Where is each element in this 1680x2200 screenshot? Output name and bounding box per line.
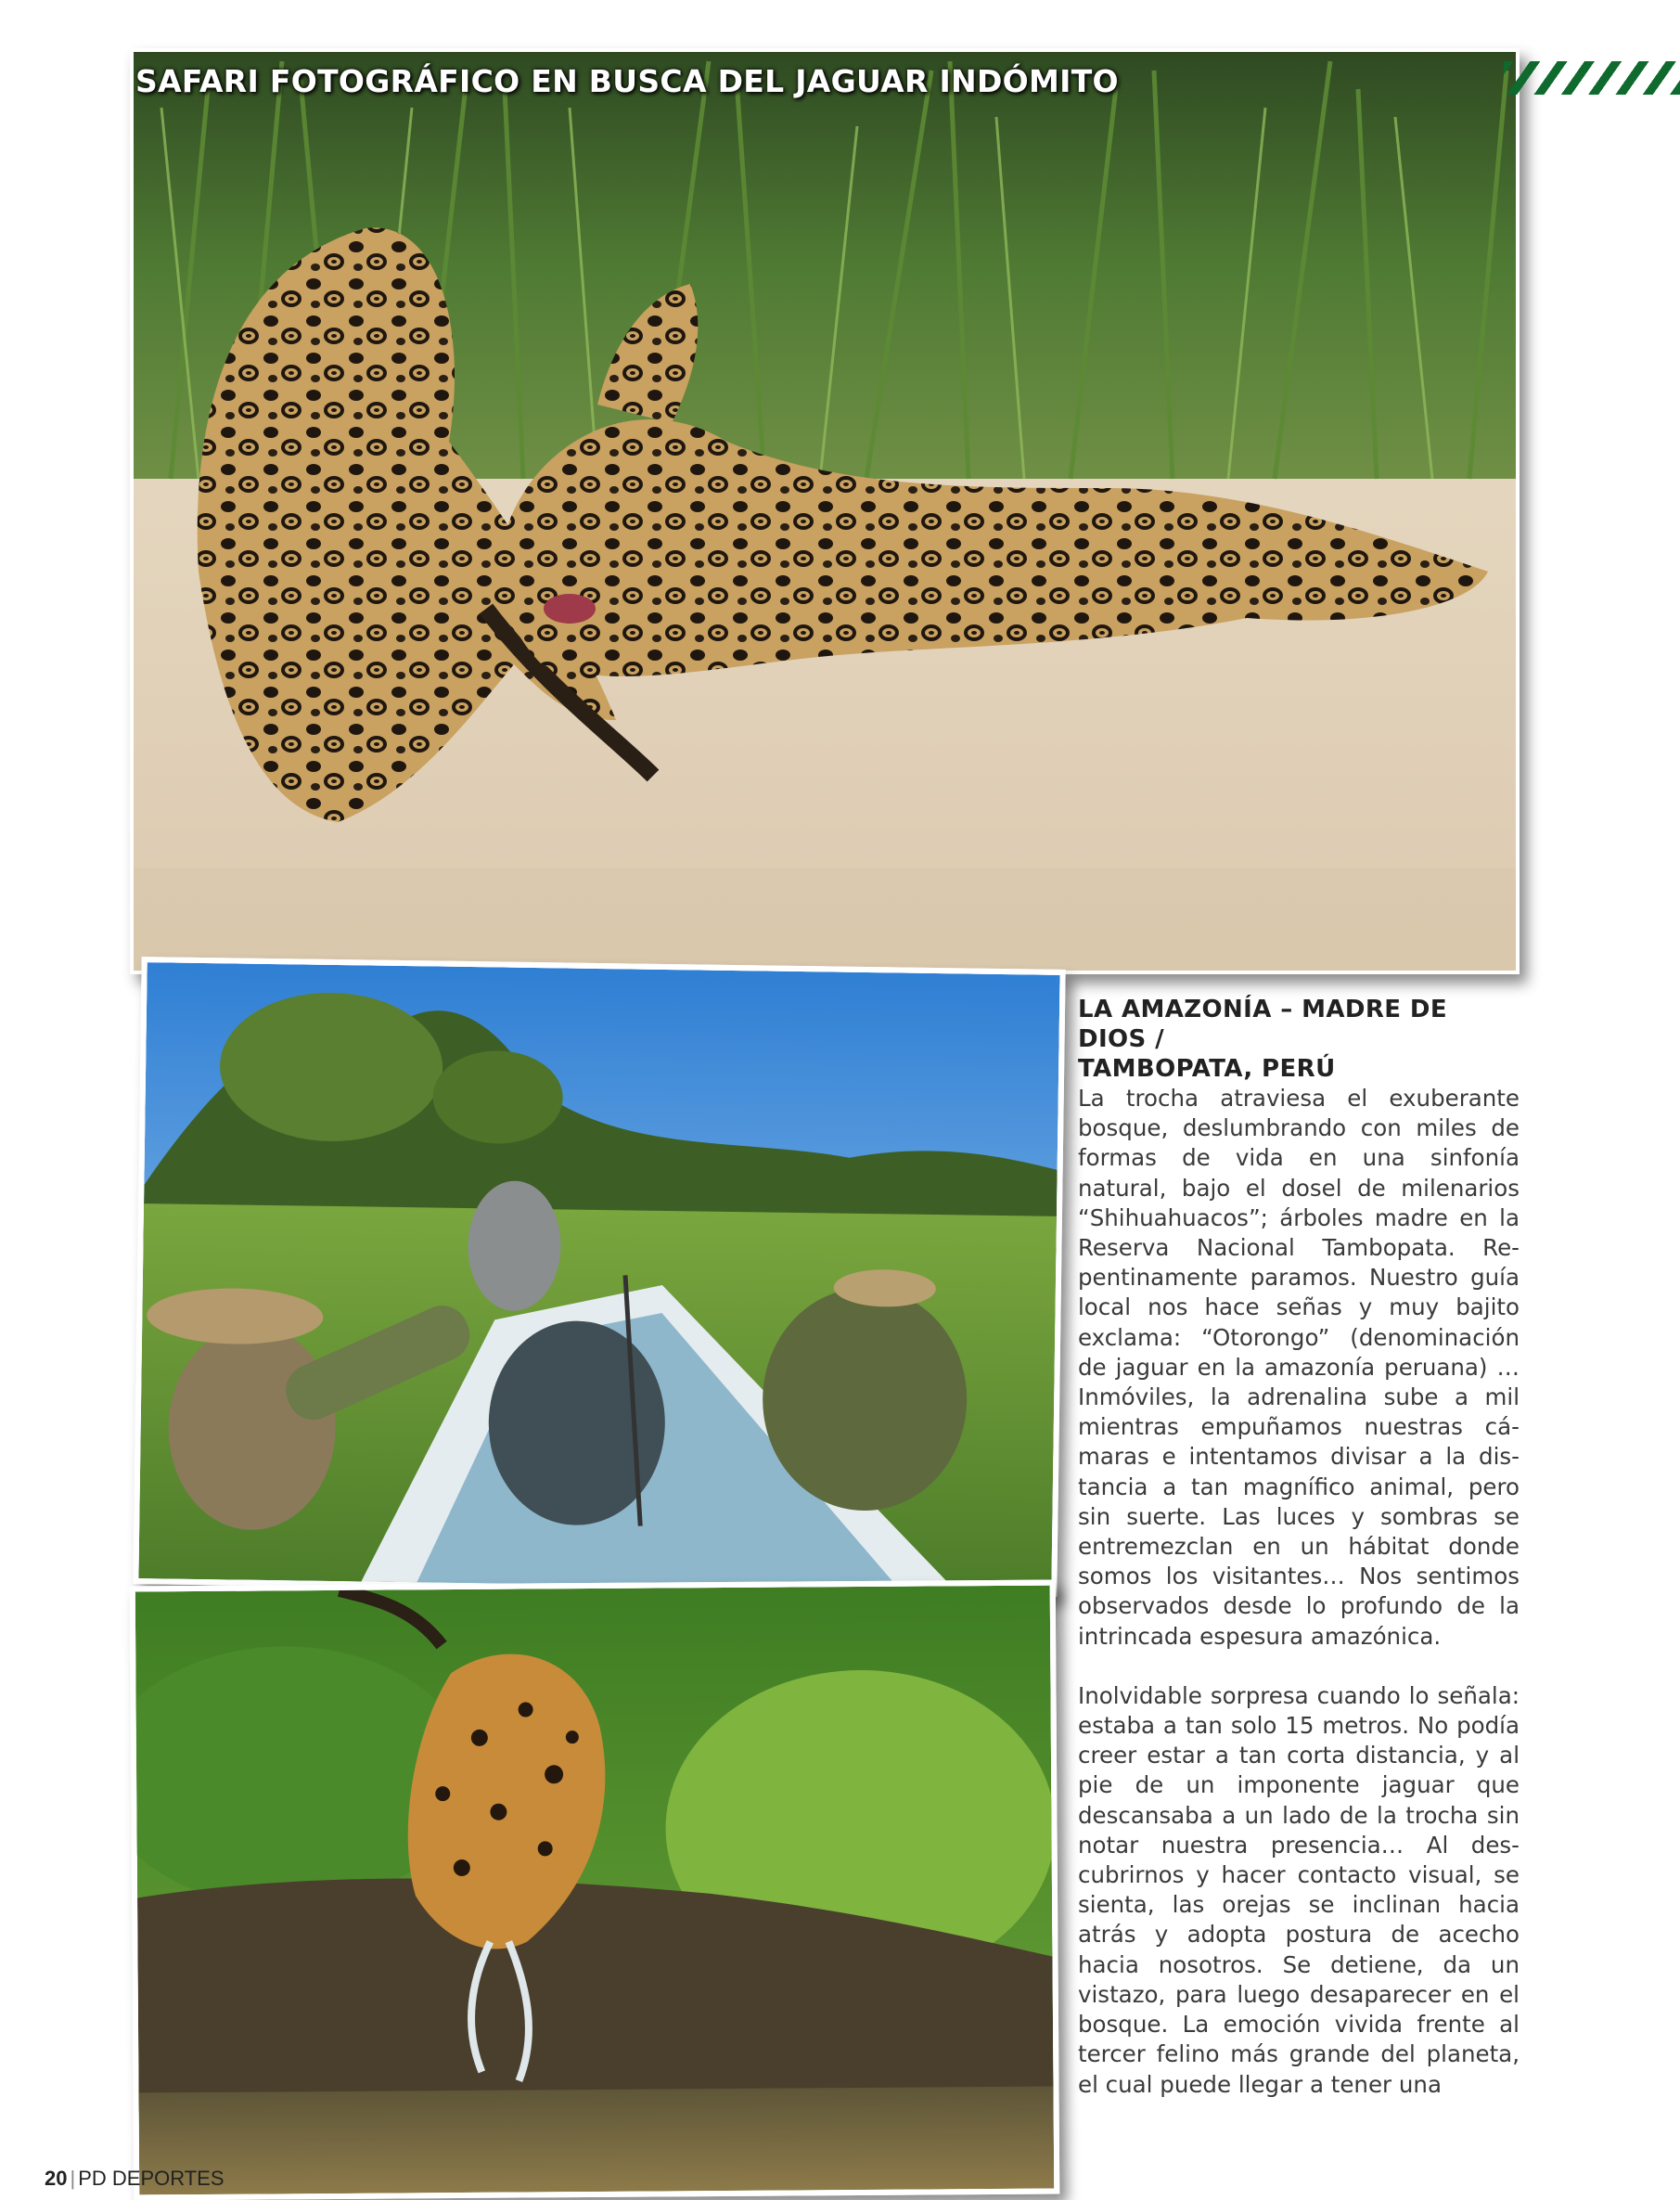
- page-folio: [45, 2167, 224, 2191]
- article-heading-line-2: TAMBOPATA, PERÚ: [1078, 1055, 1336, 1083]
- page-headline: SAFARI FOTOGRÁFICO EN BUSCA DEL JAGUAR INDÓMITO: [135, 63, 1119, 99]
- publication-name: PD DEPORTES: [78, 2167, 224, 2190]
- article-paragraph-1: La trocha atraviesa el exuberante bosque, deslumbrando con miles de formas de vida en una sinfonía natural, bajo el dosel de milenarios “Shihuahuacos”; árboles madre en la Reserva Nacional Tambopata. Repentinamente paramos. Nuestro guía local nos hace señas y muy bajito exclama: “Otorongo” (denominación de jaguar en la amazonía peruana) … Inmóviles, la adrenalina sube a mil mientras empuñamos nuestras cámaras e intentamos divisar a la distancia a tan magnífico animal, pero sin suerte. Las luces y sombras se entremezclan en un hábitat donde somos los visitantes… Nos sentimos observados desde lo profundo de la intrincada espesura amazónica.: [1078, 1085, 1520, 1650]
- article-heading-line-1: LA AMAZONÍA – MADRE DE DIOS /: [1078, 996, 1448, 1053]
- page-number: 20: [45, 2167, 68, 2190]
- article-column: [1078, 995, 1520, 2100]
- article-heading: [1078, 995, 1520, 1084]
- folio-separator: |: [70, 2167, 76, 2190]
- photo-photographers-boat: [133, 957, 1065, 1597]
- photo-jaguars-fighting: [130, 48, 1520, 974]
- photo-jaguar-water: [130, 1580, 1060, 2200]
- jaguars-fighting-image: [134, 52, 1516, 971]
- article-paragraph-2: Inolvidable sorpresa cuando lo señala: estaba a tan solo 15 metros. No podía creer estar a tan corta distancia, y al pie de un imponente jaguar que descansaba a un lado de la trocha sin notar nuestra presencia… Al descubrirnos y hacer contacto visual, se sienta, las orejas se inclinan hacia atrás y adopta postura de acecho hacia nosotros. Se detiene, da un vistazo, para luego desaparecer en el bosque. La emoción vivida frente al tercer felino más grande del planeta, el cual puede llegar a tener una: [1078, 1681, 1520, 2098]
- decorative-stripes: [1504, 61, 1680, 95]
- jaguar-water-image: [135, 1586, 1055, 2195]
- photographers-boat-image: [138, 962, 1059, 1591]
